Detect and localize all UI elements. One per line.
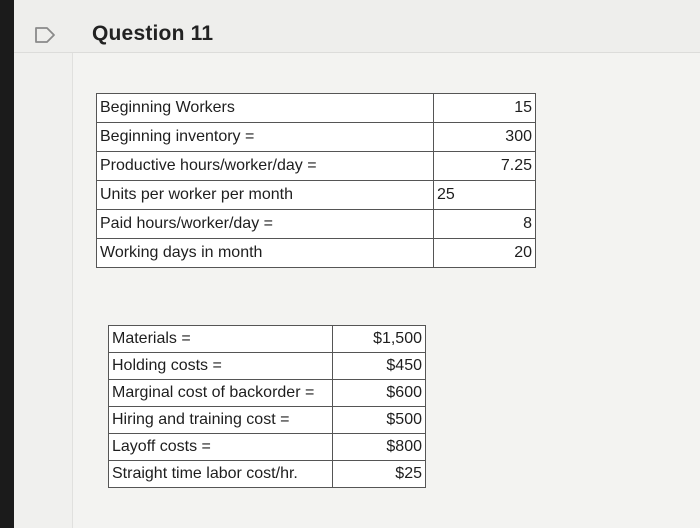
table-cell-label: Working days in month bbox=[97, 239, 434, 268]
table-row bbox=[97, 94, 536, 123]
table-cell-value: $500 bbox=[333, 407, 426, 434]
table-row bbox=[97, 239, 536, 268]
table-cell-value: 8 bbox=[434, 210, 536, 239]
table-row bbox=[109, 407, 426, 434]
table-row bbox=[97, 123, 536, 152]
question-title: Question 11 bbox=[92, 22, 214, 45]
table-cell-value: $450 bbox=[333, 353, 426, 380]
costs-table bbox=[108, 325, 426, 488]
table-cell-label: Marginal cost of backorder = bbox=[109, 380, 333, 407]
table-cell-label: Straight time labor cost/hr. bbox=[109, 461, 333, 488]
table-cell-label: Units per worker per month bbox=[97, 181, 434, 210]
table-cell-value: 15 bbox=[434, 94, 536, 123]
table-cell-value: 20 bbox=[434, 239, 536, 268]
table-row bbox=[109, 380, 426, 407]
table-cell-label: Beginning Workers bbox=[97, 94, 434, 123]
table-cell-label: Layoff costs = bbox=[109, 434, 333, 461]
table-cell-label: Productive hours/worker/day = bbox=[97, 152, 434, 181]
table-cell-value: 300 bbox=[434, 123, 536, 152]
quiz-screen bbox=[14, 0, 700, 528]
table-cell-value: $1,500 bbox=[333, 326, 426, 353]
table-cell-label: Materials = bbox=[109, 326, 333, 353]
table-row bbox=[109, 353, 426, 380]
table-row bbox=[97, 152, 536, 181]
table-row bbox=[109, 434, 426, 461]
table-row bbox=[97, 181, 536, 210]
table-cell-value: 25 bbox=[434, 181, 536, 210]
table-row bbox=[97, 210, 536, 239]
table-row bbox=[109, 326, 426, 353]
table-cell-label: Hiring and training cost = bbox=[109, 407, 333, 434]
table-cell-value: 7.25 bbox=[434, 152, 536, 181]
table-row bbox=[109, 461, 426, 488]
table-cell-value: $25 bbox=[333, 461, 426, 488]
table-cell-label: Paid hours/worker/day = bbox=[97, 210, 434, 239]
table-cell-value: $600 bbox=[333, 380, 426, 407]
question-header bbox=[14, 0, 700, 53]
table-cell-label: Beginning inventory = bbox=[97, 123, 434, 152]
table-cell-value: $800 bbox=[333, 434, 426, 461]
workers-table bbox=[96, 93, 536, 268]
table-cell-label: Holding costs = bbox=[109, 353, 333, 380]
flag-icon[interactable] bbox=[34, 26, 56, 44]
